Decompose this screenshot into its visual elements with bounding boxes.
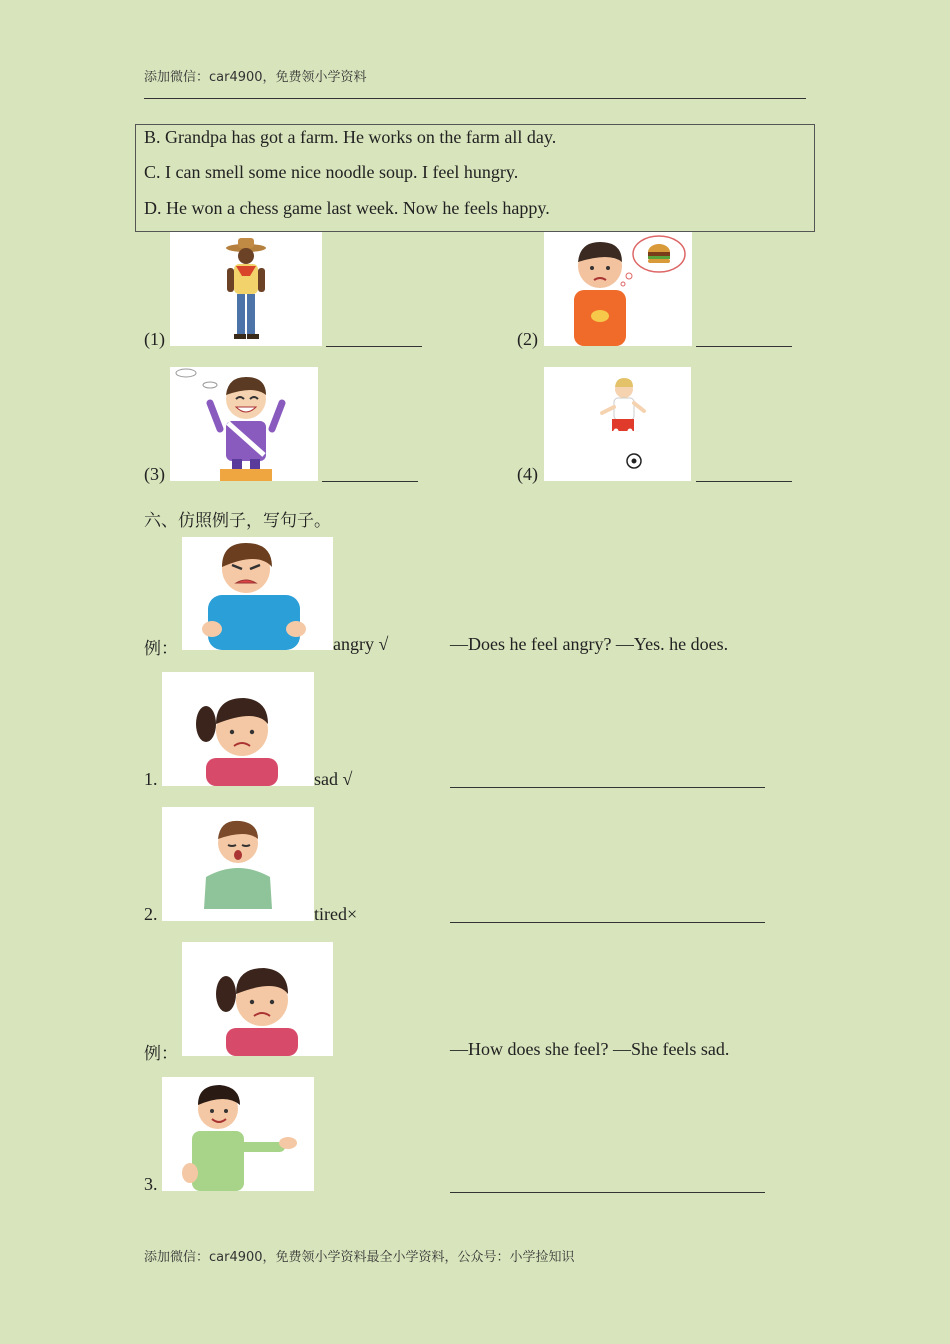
example-1-answer: —Does he feel angry? —Yes. he does. — [450, 634, 729, 654]
option-b: B. Grandpa has got a farm. He works on the farm all day. — [144, 127, 557, 147]
page-footer: 添加微信：car4900，免费领小学资料最全小学资料，公众号：小学捡知识 — [144, 1250, 575, 1265]
winner-boy-image — [170, 367, 318, 481]
sad-girl-image — [162, 672, 314, 786]
question-2-number: 2. — [144, 904, 158, 924]
option-d: D. He won a chess game last week. Now he feels happy. — [144, 198, 550, 218]
question-1-word: sad √ — [314, 769, 353, 789]
question-3-number: 3. — [144, 1174, 158, 1194]
item-2-label: (2) — [517, 329, 538, 349]
answer-blank-2[interactable] — [696, 346, 792, 347]
question-1-number: 1. — [144, 769, 158, 789]
answer-line-2[interactable] — [450, 922, 765, 923]
angry-boy-image — [182, 537, 333, 650]
answer-line-1[interactable] — [450, 787, 765, 788]
football-player-image — [544, 367, 691, 481]
answer-blank-3[interactable] — [322, 481, 418, 482]
example-2-answer: —How does she feel? —She feels sad. — [450, 1039, 730, 1059]
page-header: 添加微信：car4900，免费领小学资料 — [144, 70, 367, 85]
answer-blank-1[interactable] — [326, 346, 422, 347]
item-4-label: (4) — [517, 464, 538, 484]
example-2-prefix: 例： — [144, 1044, 178, 1064]
answer-line-3[interactable] — [450, 1192, 765, 1193]
option-c: C. I can smell some nice noodle soup. I feel hungry. — [144, 162, 519, 182]
answer-blank-4[interactable] — [696, 481, 792, 482]
sad-girl-example-image — [182, 942, 333, 1056]
item-3-label: (3) — [144, 464, 165, 484]
item-1-label: (1) — [144, 329, 165, 349]
hungry-boy-image — [544, 232, 692, 346]
example-1-word: angry √ — [333, 634, 389, 654]
example-1-prefix: 例： — [144, 639, 178, 659]
tired-boy-image — [162, 807, 314, 921]
farmer-image — [170, 232, 322, 346]
question-2-word: tired× — [314, 904, 358, 924]
section-6-title: 六、仿照例子，写句子。 — [144, 511, 331, 531]
boy-shrug-image — [162, 1077, 314, 1191]
header-divider — [144, 98, 806, 99]
